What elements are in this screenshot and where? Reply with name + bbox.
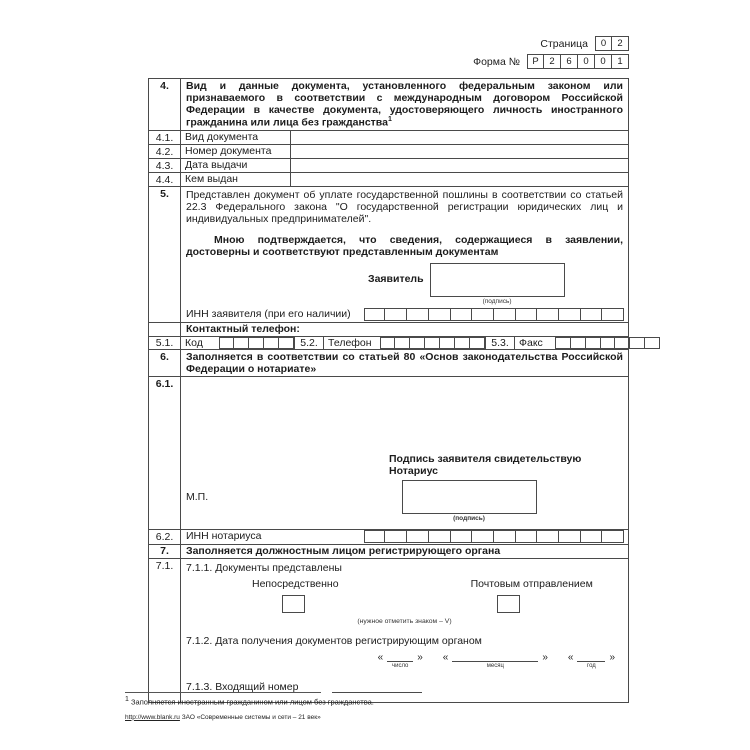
digit-cell[interactable] xyxy=(219,337,234,349)
publisher-link[interactable]: http://www.blank.ru xyxy=(125,713,180,721)
digit-cell[interactable] xyxy=(264,337,279,349)
digit-cell[interactable] xyxy=(602,530,624,543)
row-4-1 xyxy=(149,131,628,145)
digit-cell[interactable] xyxy=(581,308,603,321)
row-5-1-number: 5.1. xyxy=(149,337,181,349)
row-4-2-label: Номер документа xyxy=(181,145,291,158)
digit-cell[interactable] xyxy=(429,530,451,543)
page-number-boxes xyxy=(595,36,629,51)
document-type-field[interactable] xyxy=(291,131,628,144)
year-caption: год xyxy=(587,662,596,669)
item-7-1-3-label: 7.1.3. Входящий номер xyxy=(186,680,299,693)
digit-cell[interactable] xyxy=(440,337,455,349)
row-4-3-number: 4.3. xyxy=(149,159,181,172)
digit-cell[interactable] xyxy=(410,337,425,349)
year-blank-field[interactable] xyxy=(577,653,605,662)
row-4-2-number: 4.2. xyxy=(149,145,181,158)
attest-line-2: Нотариус xyxy=(389,464,439,477)
section-4-header xyxy=(149,79,628,131)
notary-signature-caption: (подпись) xyxy=(453,514,485,522)
notary-area[interactable] xyxy=(181,377,628,529)
quote-open: « xyxy=(567,651,574,663)
digit-cell[interactable] xyxy=(516,308,538,321)
row-6-2-number: 6.2. xyxy=(149,530,181,544)
digit-cell[interactable] xyxy=(470,337,485,349)
quote-open: « xyxy=(442,651,449,663)
char-box: Р xyxy=(527,54,544,69)
digit-cell[interactable] xyxy=(429,308,451,321)
digit-cell[interactable] xyxy=(385,308,407,321)
phone-label: Телефон xyxy=(328,336,372,349)
footnote-number: 1 xyxy=(125,696,129,703)
digit-cell[interactable] xyxy=(555,337,571,349)
char-box: 2 xyxy=(544,54,561,69)
form-table xyxy=(148,78,629,703)
notary-inn-line xyxy=(181,530,628,544)
digit-cell[interactable] xyxy=(559,308,581,321)
digit-cell[interactable] xyxy=(537,308,559,321)
section-4-number: 4. xyxy=(149,79,181,130)
digit-cell[interactable] xyxy=(516,530,538,543)
notary-inn-cells xyxy=(364,530,624,543)
digit-cell[interactable] xyxy=(571,337,586,349)
date-year-unit xyxy=(568,653,615,669)
quote-close: » xyxy=(417,651,423,663)
date-day-unit xyxy=(378,653,423,669)
stamp-place-label: М.П. xyxy=(186,490,209,503)
row-6-2 xyxy=(149,530,628,545)
contact-phone-header-row xyxy=(149,323,628,337)
digit-cell[interactable] xyxy=(472,530,494,543)
attest-line-1: Подпись заявителя свидетельствую xyxy=(389,452,582,465)
section-7-text: Заполняется должностным лицом регистрирующего органа xyxy=(186,544,501,557)
digit-cell[interactable] xyxy=(472,308,494,321)
contact-header-numcol xyxy=(149,323,181,336)
applicant-signature-block xyxy=(430,263,565,305)
document-number-field[interactable] xyxy=(291,145,628,158)
digit-cell[interactable] xyxy=(407,308,429,321)
section-4-text xyxy=(181,79,628,130)
digit-cell[interactable] xyxy=(601,337,616,349)
digit-cell[interactable] xyxy=(249,337,264,349)
section-6-number: 6. xyxy=(149,350,181,376)
digit-cell[interactable] xyxy=(494,308,516,321)
digit-cell[interactable] xyxy=(581,530,603,543)
applicant-signature-box[interactable] xyxy=(430,263,565,297)
char-box: 6 xyxy=(561,54,578,69)
digit-cell[interactable] xyxy=(279,337,294,349)
incoming-number-field[interactable] xyxy=(332,683,422,693)
row-6-1 xyxy=(149,377,628,530)
applicant-inn-label: ИНН заявителя (при его наличии) xyxy=(186,308,351,320)
applicant-label: Заявитель xyxy=(368,272,424,285)
digit-cell[interactable] xyxy=(630,337,645,349)
date-month-unit xyxy=(443,653,548,669)
applicant-signature-caption: (подпись) xyxy=(482,297,512,305)
footnote-line xyxy=(125,696,374,707)
receive-date-row xyxy=(186,653,623,669)
direct-delivery-label: Непосредственно xyxy=(252,577,339,590)
page-label: Страница xyxy=(540,37,588,50)
phone-cells xyxy=(380,337,485,349)
form-number-boxes xyxy=(527,54,629,69)
digit-cell[interactable] xyxy=(559,530,581,543)
code-label: Код xyxy=(185,336,203,349)
row-4-4-number: 4.4. xyxy=(149,173,181,186)
applicant-inn-cells xyxy=(364,308,624,321)
quote-close: » xyxy=(542,651,548,663)
digit-cell[interactable] xyxy=(451,308,473,321)
day-caption: число xyxy=(391,662,409,669)
footnote-ref-mark: 1 xyxy=(387,116,392,123)
row-4-1-label: Вид документа xyxy=(181,131,291,144)
section-7-header xyxy=(149,545,628,559)
form-number-row xyxy=(148,54,629,69)
code-cells xyxy=(219,337,294,349)
item-7-1-2: 7.1.2. Дата получения документов регистрирующим органом xyxy=(186,634,482,647)
month-caption: месяц xyxy=(486,662,504,669)
digit-cell[interactable] xyxy=(602,308,624,321)
section-6-header xyxy=(149,350,628,377)
quote-open: « xyxy=(377,651,384,663)
publisher-name: ЗАО «Современные системы и сети – 21 век» xyxy=(181,713,321,721)
publisher-line xyxy=(125,714,374,721)
issued-by-field[interactable] xyxy=(291,173,628,186)
digit-cell[interactable] xyxy=(385,530,407,543)
row-4-4-label: Кем выдан xyxy=(181,173,291,186)
row-4-3-label: Дата выдачи xyxy=(181,159,291,172)
section-4-text-body: Вид и данные документа, установленного федеральным законом или признаваемого в соответствии с международным договором Российской Федерации в качестве документа, удостоверяющего личность иностранного гражданина или лица без гражданства xyxy=(186,80,623,129)
digit-cell[interactable] xyxy=(380,337,395,349)
mail-delivery-checkbox[interactable] xyxy=(497,595,520,613)
footnote-text: Заполняется иностранным гражданином или лицом без гражданства. xyxy=(131,697,374,707)
direct-delivery-checkbox[interactable] xyxy=(282,595,305,613)
month-blank-block xyxy=(452,653,538,669)
section-5 xyxy=(149,187,628,323)
digit-cell[interactable] xyxy=(364,308,386,321)
digit-cell[interactable] xyxy=(537,530,559,543)
row-7-1-number: 7.1. xyxy=(149,559,181,702)
issue-date-field[interactable] xyxy=(291,159,628,172)
row-7-1 xyxy=(149,559,628,702)
notary-signature-block xyxy=(389,480,549,522)
notary-attestation xyxy=(389,453,625,522)
footnote-rule xyxy=(125,692,321,693)
form-number-label: Форма № xyxy=(473,55,520,68)
char-box: 0 xyxy=(595,54,612,69)
digit-cell[interactable] xyxy=(395,337,410,349)
row-4-3 xyxy=(149,159,628,173)
quote-close: » xyxy=(609,651,615,663)
item-7-1-3-row xyxy=(186,681,623,693)
section-6-text: Заполняется в соответствии со статьей 80 «Основ законодательства Российской Федерации о нотариате» xyxy=(186,350,623,375)
mail-delivery-label: Почтовым отправлением xyxy=(470,577,593,590)
page-number-row xyxy=(148,36,629,51)
delivery-method-checkboxes xyxy=(186,595,623,613)
row-5-3-number: 5.3. xyxy=(485,337,515,349)
row-4-4 xyxy=(149,173,628,187)
char-box: 1 xyxy=(612,54,629,69)
applicant-signature-line xyxy=(368,263,623,305)
digit-cell[interactable] xyxy=(494,530,516,543)
row-4-2 xyxy=(149,145,628,159)
digit-cell[interactable] xyxy=(407,530,429,543)
contact-phone-header: Контактный телефон: xyxy=(186,322,300,335)
page-header xyxy=(148,36,629,72)
confirmation-text: Мною подтверждается, что сведения, содержащиеся в заявлении, достоверны и соответствуют представленным документам xyxy=(186,233,623,258)
contact-phone-row xyxy=(149,337,628,350)
section-7-number: 7. xyxy=(149,545,181,558)
row-6-1-number: 6.1. xyxy=(149,377,181,529)
month-blank-field[interactable] xyxy=(452,653,538,662)
digit-cell[interactable] xyxy=(234,337,249,349)
page-footer xyxy=(125,692,374,721)
fax-label: Факс xyxy=(519,336,543,349)
digit-cell[interactable] xyxy=(615,337,630,349)
day-blank-field[interactable] xyxy=(387,653,413,662)
row-5-2-number: 5.2. xyxy=(294,337,324,349)
delivery-method-labels xyxy=(186,578,623,590)
section-5-number: 5. xyxy=(149,187,181,322)
year-blank-block xyxy=(577,653,605,669)
notary-inn-label: ИНН нотариуса xyxy=(186,530,262,542)
digit-cell[interactable] xyxy=(455,337,470,349)
digit-cell[interactable] xyxy=(425,337,440,349)
registrar-area xyxy=(181,559,628,702)
day-blank-block xyxy=(387,653,413,669)
row-4-1-number: 4.1. xyxy=(149,131,181,144)
section-5-text: Представлен документ об уплате государственной пошлины в соответствии со статьей 22.3 Федерального закона "О государственной регистрации юридических лиц и индивидуальных предпринимателей". xyxy=(186,188,623,225)
mark-hint: (нужное отметить знаком – V) xyxy=(357,617,452,625)
item-7-1-1: 7.1.1. Документы представлены xyxy=(186,561,342,574)
char-box: 0 xyxy=(578,54,595,69)
digit-cell[interactable] xyxy=(451,530,473,543)
notary-signature-box[interactable] xyxy=(402,480,537,514)
digit-cell[interactable] xyxy=(645,337,660,349)
digit-cell[interactable] xyxy=(586,337,601,349)
char-box: 2 xyxy=(612,36,629,51)
applicant-inn-line xyxy=(186,308,623,321)
fax-cells xyxy=(555,337,660,349)
char-box: 0 xyxy=(595,36,612,51)
digit-cell[interactable] xyxy=(364,530,386,543)
